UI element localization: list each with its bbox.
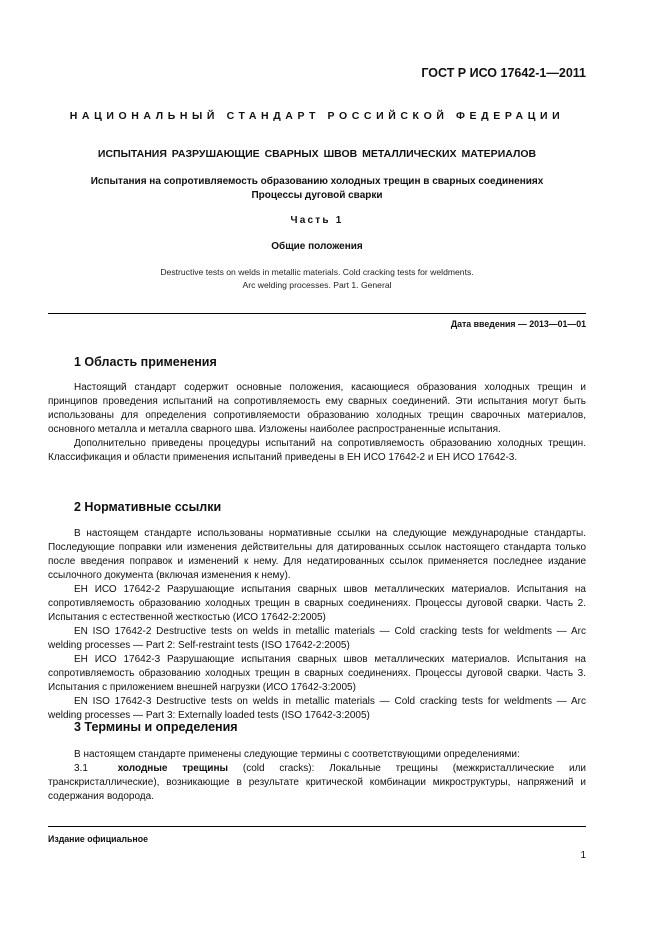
header-divider xyxy=(48,313,586,314)
standard-number: ГОСТ Р ИСО 17642-1—2011 xyxy=(421,66,586,80)
footer-divider xyxy=(48,826,586,827)
document-title: ИСПЫТАНИЯ РАЗРУШАЮЩИЕ СВАРНЫХ ШВОВ МЕТАЛЛИЧЕСКИХ МАТЕРИАЛОВ xyxy=(97,148,537,160)
normative-reference-1-en: EN ISO 17642-2 Destructive tests on welds in metallic materials — Cold cracking tests for weldments — Arc welding processes — Part 2: Self-restraint tests (ISO 17642-2:2005) xyxy=(48,626,586,651)
subtitle-line-1: Испытания на сопротивляемость образованию холодных трещин в сварных соединениях xyxy=(90,176,544,187)
document-page xyxy=(48,0,586,936)
section-2-heading: 2 Нормативные ссылки xyxy=(74,500,222,514)
national-standard-heading: НАЦИОНАЛЬНЫЙ СТАНДАРТ РОССИЙСКОЙ ФЕДЕРАЦИИ xyxy=(69,110,565,122)
english-title-line-2: Arc welding processes. Part 1. General xyxy=(242,280,392,290)
term-number: 3.1 xyxy=(74,763,88,774)
introduction-date: Дата введения — 2013—01—01 xyxy=(450,319,586,329)
english-title xyxy=(48,266,586,292)
section-2-body xyxy=(48,527,586,723)
subtitle-line-2: Процессы дуговой сварки xyxy=(251,190,383,201)
section-1-body xyxy=(48,381,586,465)
normative-reference-1: ЕН ИСО 17642-2 Разрушающие испытания сварных швов металлических материалов. Испытания на сопротивляемость образованию холодных трещин в сварных соединениях. Процессы дуговой сварки. Часть 2. Испытания с естественной жесткостью (ИСО 17642-2:2005) xyxy=(48,584,586,623)
part-title: Общие положения xyxy=(271,241,363,252)
normative-reference-2: ЕН ИСО 17642-3 Разрушающие испытания сварных швов металлических материалов. Испытания на сопротивляемость образованию холодных трещин в сварных соединениях. Процессы дуговой сварки. Часть 3. Испытания с приложением внешней нагрузки (ИСО 17642-3:2005) xyxy=(48,654,586,693)
section-2-paragraph-1: В настоящем стандарте использованы нормативные ссылки на следующие международные стандарты. Последующие поправки или изменения действительны для датированных ссылок настоящего стандарта только после введения поправок и изменений к нему. Для недатированных ссылок применяется последнее издание ссылочного документа (включая изменения к нему). xyxy=(48,528,586,581)
term-definition xyxy=(48,762,586,804)
english-title-line-1: Destructive tests on welds in metallic materials. Cold cracking tests for weldments. xyxy=(160,267,474,277)
section-1-paragraph-1: Настоящий стандарт содержит основные положения, касающиеся образования холодных трещин и принципов проведения испытаний на сопротивляемость ему сварных соединений. Эти испытания могут быть использованы для определения сопротивляемости образованию холодных трещин сварочных материалов, основного металла и металла сварного шва. Изложены наиболее распространенные испытания. xyxy=(48,382,586,435)
document-subtitle xyxy=(48,175,586,203)
term-definition-text: (cold cracks): Локальные трещины (межкристаллические или транскристаллические), возникающие в результате критической комбинации микроструктуры, напряжений и содержания водорода. xyxy=(48,763,587,802)
section-3-heading: 3 Термины и определения xyxy=(74,720,238,734)
section-1-paragraph-2: Дополнительно приведены процедуры испытаний на сопротивляемость образованию холодных трещин. Классификация и области применения испытаний приведены в ЕН ИСО 17642-2 и ЕН ИСО 17642-3. xyxy=(48,438,586,463)
section-3-body xyxy=(48,748,586,804)
section-1-heading: 1 Область применения xyxy=(74,355,217,369)
section-3-paragraph-1: В настоящем стандарте применены следующие термины с соответствующими определениями: xyxy=(74,749,520,760)
term-name: холодные трещины xyxy=(117,763,229,774)
page-number: 1 xyxy=(580,850,586,861)
part-number: Часть 1 xyxy=(290,215,344,226)
official-edition-label: Издание официальное xyxy=(48,834,148,844)
normative-reference-2-en: EN ISO 17642-3 Destructive tests on welds in metallic materials — Cold cracking tests for weldments — Arc welding processes — Part 3: Externally loaded tests (ISO 17642-3:2005) xyxy=(48,696,586,721)
